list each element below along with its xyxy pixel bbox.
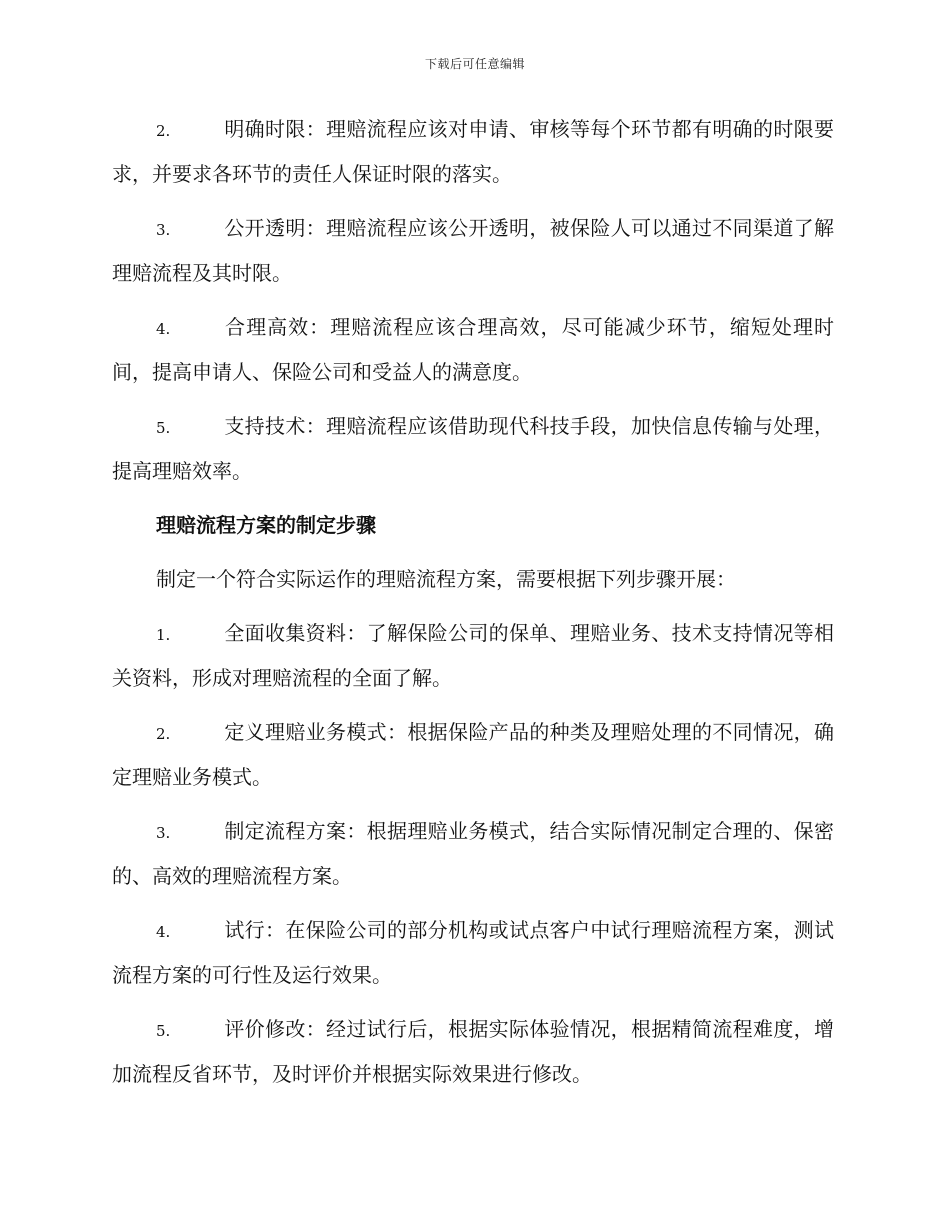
list-number: 5. <box>156 1022 171 1040</box>
section-intro: 制定一个符合实际运作的理赔流程方案，需要根据下列步骤开展： <box>156 567 736 591</box>
list-item <box>112 405 834 493</box>
list-text: 评价修改：经过试行后，根据实际体验情况，根据精简流程难度，增加流程反省环节，及时评价并根据实际效果进行修改。 <box>112 1017 834 1086</box>
list-text: 定义理赔业务模式：根据保险产品的种类及理赔处理的不同情况，确定理赔业务模式。 <box>112 720 834 789</box>
list-number: 5. <box>156 419 171 437</box>
list-number: 1. <box>156 626 171 644</box>
list-number: 4. <box>156 923 171 941</box>
section-heading: 理赔流程方案的制定步骤 <box>156 513 376 537</box>
list-text: 制定流程方案：根据理赔业务模式，结合实际情况制定合理的、保密的、高效的理赔流程方案。 <box>112 819 834 888</box>
list-item <box>112 909 834 997</box>
list-item <box>112 207 834 295</box>
page-header: 下载后可任意编辑 <box>424 57 525 71</box>
list-text: 支持技术：理赔流程应该借助现代科技手段，加快信息传输与处理，提高理赔效率。 <box>112 414 834 483</box>
list-item <box>112 306 834 394</box>
list-item <box>112 711 834 799</box>
list-item <box>112 1008 834 1096</box>
list-item <box>112 612 834 700</box>
list-number: 3. <box>156 221 171 239</box>
document-body <box>112 108 834 1107</box>
list-text: 合理高效：理赔流程应该合理高效，尽可能减少环节，缩短处理时间，提高申请人、保险公司和受益人的满意度。 <box>112 315 834 384</box>
list-text: 公开透明：理赔流程应该公开透明，被保险人可以通过不同渠道了解理赔流程及其时限。 <box>112 216 834 285</box>
list-text: 明确时限：理赔流程应该对申请、审核等每个环节都有明确的时限要求，并要求各环节的责任人保证时限的落实。 <box>112 117 834 186</box>
list-number: 2. <box>156 122 171 140</box>
list-item <box>112 810 834 898</box>
list-number: 2. <box>156 725 171 743</box>
list-number: 3. <box>156 824 171 842</box>
list-item <box>112 108 834 196</box>
list-text: 全面收集资料：了解保险公司的保单、理赔业务、技术支持情况等相关资料，形成对理赔流程的全面了解。 <box>112 621 834 690</box>
list-text: 试行：在保险公司的部分机构或试点客户中试行理赔流程方案，测试流程方案的可行性及运行效果。 <box>112 918 834 987</box>
list-number: 4. <box>156 320 171 338</box>
